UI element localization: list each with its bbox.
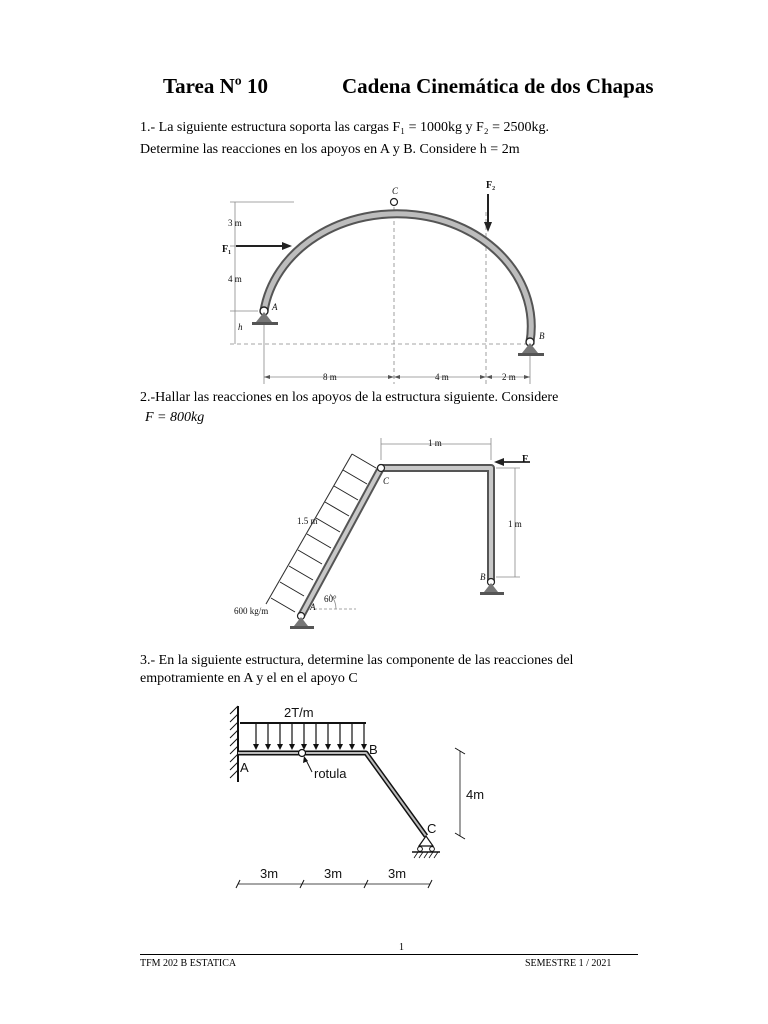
dim-2m: 2 m xyxy=(502,372,516,382)
label-a: A xyxy=(310,602,316,612)
problem1-statement-line2: Determine las reacciones en los apoyos en A y B. Considere h = 2m xyxy=(140,142,520,157)
label-a: A xyxy=(240,760,249,775)
f-arrowhead xyxy=(494,458,504,466)
wall-hatch xyxy=(230,706,238,778)
load-top-line xyxy=(240,722,366,724)
problem1-statement-line1: 1.- La siguiente estructura soporta las cargas F₁ = 1000kg y F₂ = 2500kg. xyxy=(140,120,550,135)
hinge-rotula xyxy=(299,750,306,757)
load-label: 2T/m xyxy=(284,705,314,720)
label-c: C xyxy=(392,186,399,196)
support-b xyxy=(484,583,498,592)
rotula-label: rotula xyxy=(314,766,347,781)
course-label: TFM 202 B ESTATICA xyxy=(140,958,237,969)
problem3-statement-line2: empotramiente en A y el en el apoyo C xyxy=(140,671,358,686)
assignment-title: Tarea Nº 10 xyxy=(163,74,268,98)
problem3-statement-line1: 3.- En la siguiente estructura, determine las componente de las reacciones del xyxy=(140,653,574,668)
distributed-load xyxy=(271,454,376,612)
span1-label: 3m xyxy=(260,866,279,881)
dim-h: h xyxy=(238,322,243,332)
label-f: F xyxy=(522,454,529,465)
label-c: C xyxy=(427,821,437,836)
topic-title: Cadena Cinemática de dos Chapas xyxy=(342,74,654,98)
problem2-statement-line1: 2.-Hallar las reacciones en los apoyos de la estructura siguiente. Considere xyxy=(140,390,559,405)
semester-label: SEMESTRE 1 / 2021 xyxy=(525,958,612,969)
label-b: B xyxy=(480,572,486,582)
support-a-base xyxy=(252,322,278,325)
distributed-load-arrows xyxy=(256,724,364,746)
problem3-beam-figure xyxy=(226,702,486,898)
span2-label: 3m xyxy=(324,866,343,881)
label-b: B xyxy=(539,331,545,341)
span3-label: 3m xyxy=(388,866,407,881)
page-number: 1 xyxy=(399,942,404,953)
dim-3m: 3 m xyxy=(228,218,242,228)
problem2-frame-figure xyxy=(230,432,550,632)
dim-incline: 1.5 m xyxy=(297,516,318,526)
dim-top: 1 m xyxy=(428,438,442,448)
problem2-statement-line2: F = 800kg xyxy=(145,410,205,425)
label-a: A xyxy=(272,302,278,312)
arch-member xyxy=(264,214,531,342)
f1-arrowhead xyxy=(282,242,292,250)
support-b-base xyxy=(518,353,544,356)
label-b: B xyxy=(369,742,378,757)
height-label: 4m xyxy=(466,787,485,802)
support-a xyxy=(256,312,272,322)
dim-4m-b: 4 m xyxy=(435,372,449,382)
f2-arrowhead xyxy=(484,222,492,232)
label-f2: F₂ xyxy=(486,180,496,191)
hinge-c xyxy=(378,465,385,472)
arch-member-fill xyxy=(264,214,531,342)
load-label: 600 kg/m xyxy=(234,606,269,616)
roller-support-c xyxy=(419,836,433,846)
dim-4m: 4 m xyxy=(228,274,242,284)
hinge-c xyxy=(391,199,398,206)
problem1-arch-figure xyxy=(200,172,560,390)
support-a xyxy=(294,617,308,626)
support-b xyxy=(522,343,538,353)
label-f1: F₁ xyxy=(222,244,232,255)
dim-right: 1 m xyxy=(508,519,522,529)
footer-rule xyxy=(140,954,638,955)
angle-label: 60° xyxy=(324,594,337,604)
label-c: C xyxy=(383,476,390,486)
dim-8m: 8 m xyxy=(323,372,337,382)
